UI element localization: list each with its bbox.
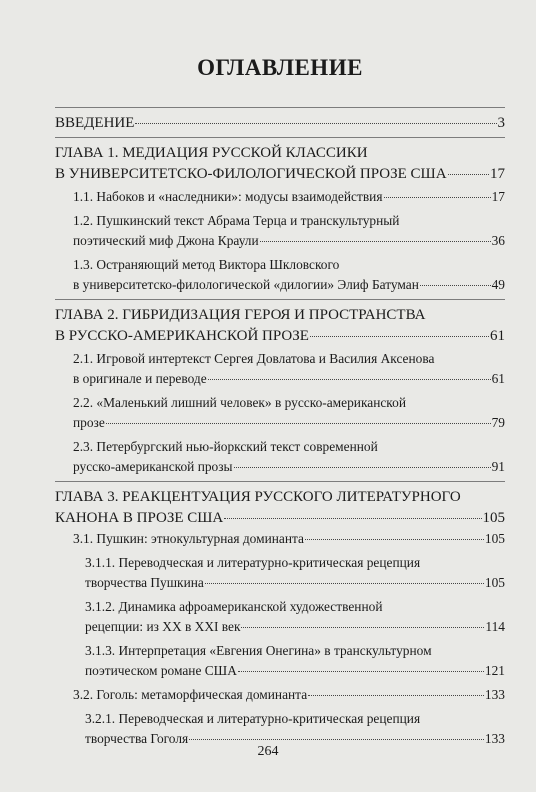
toc-entry-page: 105 [484, 531, 505, 546]
toc-entry-3-2[interactable] [55, 685, 505, 705]
dot-leader [241, 627, 484, 628]
toc-entry-title-cont: творчества Гоголя [85, 731, 189, 746]
toc-entry-title: ГЛАВА 1. МЕДИАЦИЯ РУССКОЙ КЛАССИКИ [55, 145, 368, 161]
toc-entry-1-3[interactable] [55, 255, 505, 295]
divider [55, 299, 505, 300]
dot-leader [106, 423, 491, 424]
toc-entry-page: 133 [484, 687, 505, 702]
toc-entry-page: 121 [484, 663, 505, 678]
toc-page [55, 55, 505, 753]
toc-entry-title-cont: в университетско-филологической «дилогии» Элиф Батуман [73, 277, 419, 292]
toc-entry-title-cont: поэтический миф Джона Краули [73, 233, 259, 248]
toc-entry-3-1-2[interactable] [55, 597, 505, 637]
toc-entry-title: 3.2. Гоголь: метаморфическая доминанта [73, 687, 308, 702]
dot-leader [384, 197, 491, 198]
divider [55, 107, 505, 108]
toc-entry-page: 3 [497, 115, 505, 131]
toc-entry-title: 2.3. Петербургский нью-йоркский текст современной [73, 439, 378, 454]
toc-entry-page: 91 [491, 459, 505, 474]
toc-entry-chapter-1[interactable] [55, 143, 505, 185]
toc-entry-title-cont: В УНИВЕРСИТЕТСКО-ФИЛОЛОГИЧЕСКОЙ ПРОЗЕ США [55, 166, 447, 182]
toc-entry-3-2-1[interactable] [55, 709, 505, 749]
toc-entry-title-cont: В РУССКО-АМЕРИКАНСКОЙ ПРОЗЕ [55, 328, 309, 344]
dot-leader [135, 123, 496, 124]
toc-entry-title-cont: русско-американской прозы [73, 459, 233, 474]
toc-entry-title: 1.1. Набоков и «наследники»: модусы взаимодействия [73, 189, 383, 204]
dot-leader [308, 695, 484, 696]
toc-entry-title: 3.1.2. Динамика афроамериканской художественной [85, 599, 383, 614]
toc-entry-3-1-1[interactable] [55, 553, 505, 593]
toc-entry-title: 3.1.1. Переводческая и литературно-критическая рецепция [85, 555, 421, 570]
toc-entry-chapter-2[interactable] [55, 305, 505, 347]
toc-entry-page: 36 [491, 233, 505, 248]
toc-entry-page: 61 [491, 371, 505, 386]
dot-leader [305, 539, 484, 540]
toc-entry-page: 17 [491, 189, 505, 204]
toc-entry-title: 3.2.1. Переводческая и литературно-критическая рецепция [85, 711, 421, 726]
toc-entry-title-cont: в оригинале и переводе [73, 371, 207, 386]
dot-leader [310, 336, 489, 337]
toc-entry-title-cont: рецепции: из XX в XXI век [85, 619, 241, 634]
page-number: 264 [257, 744, 279, 759]
toc-entry-title: ГЛАВА 2. ГИБРИДИЗАЦИЯ ГЕРОЯ И ПРОСТРАНСТВА [55, 307, 426, 323]
page-title: ОГЛАВЛЕНИЕ [197, 55, 363, 80]
dot-leader [420, 285, 491, 286]
toc-entry-page: 79 [491, 415, 505, 430]
dot-leader [205, 583, 484, 584]
toc-entry-page: 61 [490, 328, 505, 344]
toc-entry-title-cont: творчества Пушкина [85, 575, 204, 590]
dot-leader [208, 379, 491, 380]
toc-entry-title-cont: поэтическом романе США [85, 663, 237, 678]
toc-entry-page: 105 [482, 510, 505, 526]
dot-leader [224, 518, 481, 519]
toc-entry-title: 1.2. Пушкинский текст Абрама Терца и транскультурный [73, 213, 400, 228]
dot-leader [448, 174, 489, 175]
toc-entry-page: 133 [484, 731, 505, 746]
divider [55, 137, 505, 138]
toc-entry-title: 3.1. Пушкин: этнокультурная доминанта [73, 531, 304, 546]
toc-entry-title: ВВЕДЕНИЕ [55, 115, 135, 131]
toc-entry-title: 2.1. Игровой интертекст Сергея Довлатова и Василия Аксенова [73, 351, 435, 366]
toc-entry-introduction[interactable] [55, 113, 505, 134]
toc-entry-2-1[interactable] [55, 349, 505, 389]
toc-entry-title: ГЛАВА 3. РЕАКЦЕНТУАЦИЯ РУССКОГО ЛИТЕРАТУРНОГО [55, 489, 461, 505]
table-of-contents [55, 107, 505, 749]
toc-entry-page: 49 [491, 277, 505, 292]
toc-entry-title: 1.3. Остраняющий метод Виктора Шкловского [73, 257, 340, 272]
toc-entry-2-2[interactable] [55, 393, 505, 433]
toc-entry-2-3[interactable] [55, 437, 505, 477]
divider [55, 481, 505, 482]
toc-entry-page: 17 [490, 166, 505, 182]
dot-leader [238, 671, 484, 672]
dot-leader [260, 241, 491, 242]
toc-entry-title-cont: КАНОНА В ПРОЗЕ США [55, 510, 224, 526]
toc-entry-3-1-3[interactable] [55, 641, 505, 681]
toc-entry-title-cont: прозе [73, 415, 105, 430]
toc-entry-page: 105 [484, 575, 505, 590]
dot-leader [234, 467, 491, 468]
toc-entry-3-1[interactable] [55, 529, 505, 549]
toc-entry-page: 114 [485, 619, 505, 634]
toc-entry-chapter-3[interactable] [55, 487, 505, 529]
toc-entry-1-1[interactable] [55, 187, 505, 207]
dot-leader [189, 739, 484, 740]
toc-entry-title: 3.1.3. Интерпретация «Евгения Онегина» в транскультурном [85, 643, 432, 658]
toc-entry-title: 2.2. «Маленький лишний человек» в русско-американской [73, 395, 406, 410]
toc-entry-1-2[interactable] [55, 211, 505, 251]
